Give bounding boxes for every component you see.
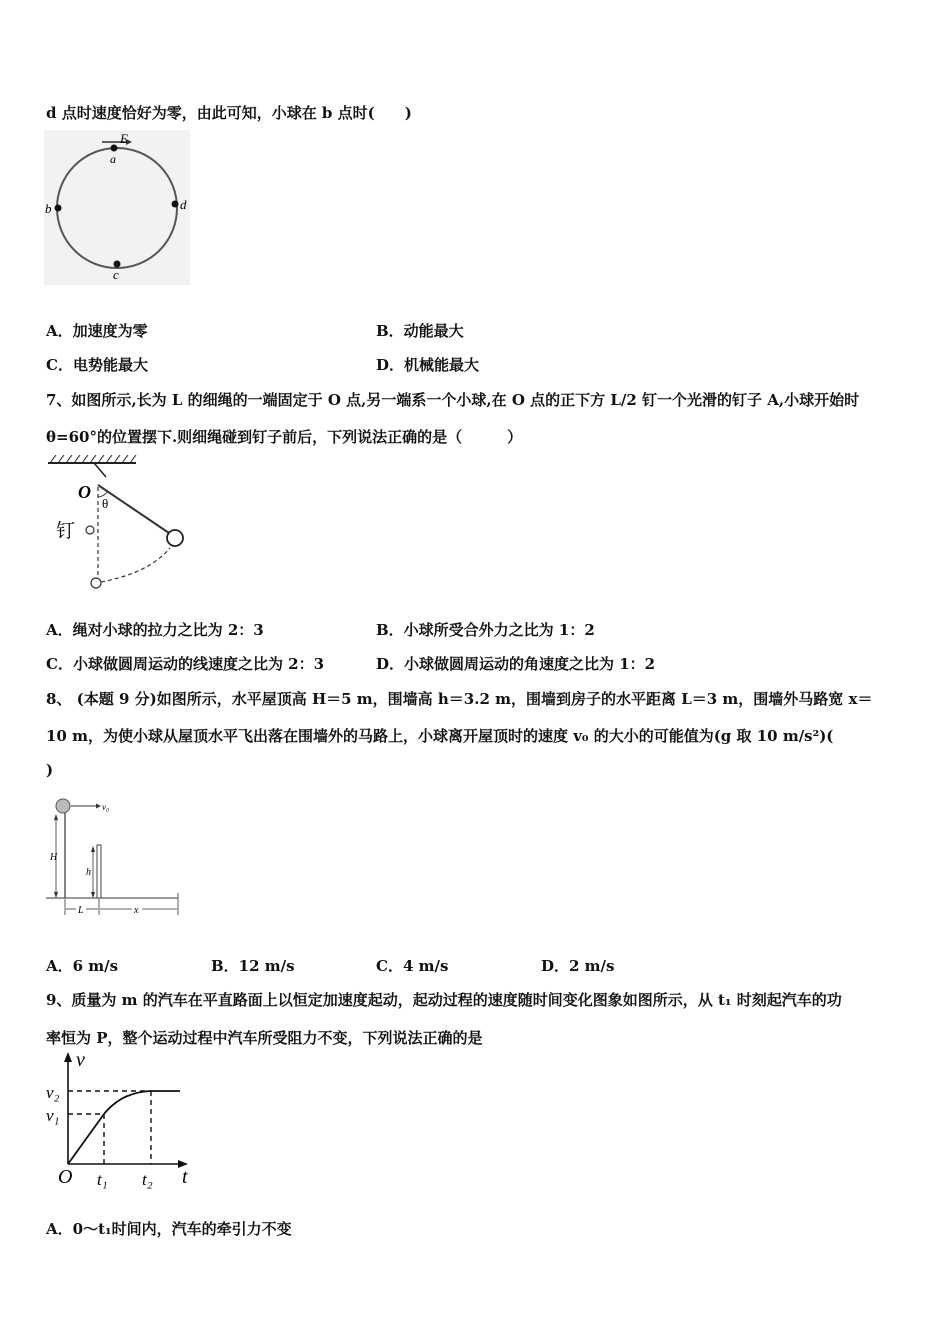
velocity-arrow-head bbox=[96, 804, 101, 809]
q8-option-b: B．12 m/s bbox=[211, 957, 295, 975]
q7-stem-line2: θ=60°的位置摆下.则细绳碰到钉子前后，下列说法正确的是（ ） bbox=[46, 428, 523, 446]
label-t2: t₂ bbox=[142, 1170, 153, 1189]
ball bbox=[56, 799, 70, 813]
label-nail: 钉 bbox=[56, 521, 76, 542]
q6-option-d: D．机械能最大 bbox=[376, 356, 480, 374]
label-c: c bbox=[113, 267, 119, 282]
point-d bbox=[172, 201, 179, 208]
q8-option-d: D．2 m/s bbox=[541, 957, 615, 975]
h-arrow-top bbox=[91, 846, 95, 852]
label-E: E bbox=[120, 131, 128, 146]
label-t1: t₁ bbox=[97, 1170, 108, 1189]
label-theta: θ bbox=[102, 496, 109, 511]
label-h: h bbox=[86, 867, 91, 878]
label-v1: v₁ bbox=[46, 1106, 60, 1125]
ceiling-hatch bbox=[50, 455, 136, 463]
label-x: x bbox=[134, 905, 139, 916]
q9-stem-line1: 9、质量为 m 的汽车在平直路面上以恒定加速度起动，起动过程的速度随时间变化图象如图所示，从 t₁ 时刻起汽车的功 bbox=[46, 991, 842, 1009]
label-a: a bbox=[110, 152, 116, 166]
q6-option-b: B．动能最大 bbox=[376, 322, 464, 340]
label-v2: v₂ bbox=[46, 1083, 60, 1102]
v-axis-arrow bbox=[64, 1052, 72, 1062]
h-arrow-bottom bbox=[91, 892, 95, 898]
label-b: b bbox=[45, 201, 52, 216]
label-v: v bbox=[76, 1049, 85, 1071]
support-rod bbox=[94, 463, 106, 477]
q7-pendulum-figure bbox=[44, 455, 214, 595]
q6-option-c: C．电势能最大 bbox=[46, 356, 148, 374]
point-b bbox=[55, 205, 62, 212]
q8-option-c: C．4 m/s bbox=[376, 957, 449, 975]
label-O: O bbox=[78, 482, 91, 502]
q8-projectile-figure bbox=[44, 793, 184, 921]
lowest-ball-position bbox=[91, 578, 101, 588]
q9-stem-line2: 率恒为 P，整个运动过程中汽车所受阻力不变，下列说法正确的是 bbox=[46, 1029, 483, 1047]
string bbox=[98, 485, 169, 533]
label-t: t bbox=[182, 1166, 188, 1188]
accelerating-segment bbox=[68, 1114, 104, 1164]
q8-stem-line2: 10 m，为使小球从屋顶水平飞出落在围墙外的马路上，小球离开屋顶时的速度 v₀ 的大小的可能值为(g 取 10 m/s²)( bbox=[46, 727, 834, 745]
q7-option-b: B．小球所受合外力之比为 1：2 bbox=[376, 621, 595, 639]
label-L: L bbox=[78, 905, 84, 916]
q7-option-a: A．绳对小球的拉力之比为 2：3 bbox=[46, 621, 264, 639]
nail bbox=[86, 526, 94, 534]
q7-option-d: D．小球做圆周运动的角速度之比为 1：2 bbox=[376, 655, 656, 673]
label-d: d bbox=[180, 197, 187, 212]
label-O: O bbox=[58, 1166, 73, 1188]
q8-stem-line3: ) bbox=[46, 761, 54, 779]
label-H: H bbox=[50, 852, 58, 863]
q9-vt-graph bbox=[44, 1048, 204, 1192]
fence-wall bbox=[97, 845, 101, 898]
constant-power-curve bbox=[104, 1091, 151, 1114]
q7-option-c: C．小球做圆周运动的线速度之比为 2：3 bbox=[46, 655, 325, 673]
q9-option-a: A．0～t₁时间内，汽车的牵引力不变 bbox=[46, 1220, 292, 1238]
swing-arc bbox=[101, 548, 170, 582]
point-a bbox=[111, 145, 118, 152]
q7-stem-line1: 7、如图所示,长为 L 的细绳的一端固定于 O 点,另一端系一个小球,在 O 点的正下方 L/2 钉一个光滑的钉子 A,小球开始时 bbox=[46, 391, 860, 409]
label-v0: v₀ bbox=[102, 802, 110, 812]
q6-circle-figure bbox=[44, 130, 190, 285]
q8-option-a: A．6 m/s bbox=[46, 957, 119, 975]
q6-option-a: A．加速度为零 bbox=[46, 322, 148, 340]
ball bbox=[167, 530, 183, 546]
H-arrow-bottom bbox=[54, 892, 58, 898]
q8-stem-line1: 8、 (本题 9 分)如图所示，水平屋顶高 H＝5 m，围墙高 h＝3.2 m，围墙到房子的水平距离 L＝3 m，围墙外马路宽 x＝ bbox=[46, 690, 873, 708]
H-arrow-top bbox=[54, 814, 58, 820]
q6-stem: d 点时速度恰好为零，由此可知，小球在 b 点时( ) bbox=[46, 104, 412, 122]
